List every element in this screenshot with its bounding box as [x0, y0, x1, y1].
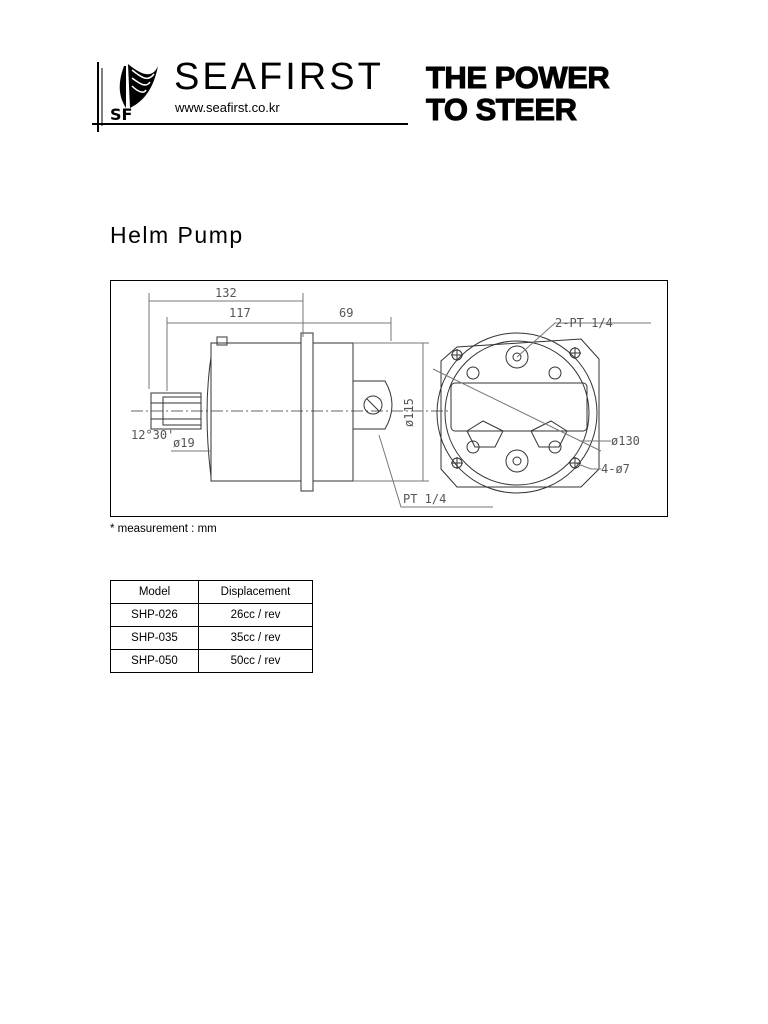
- dim-body-length: 117: [229, 306, 251, 320]
- label-port-top: 2-PT 1/4: [555, 316, 613, 330]
- dim-flange-diameter: ø130: [611, 434, 640, 448]
- brand-name: SEAFIRST: [174, 56, 384, 98]
- spec-table: [110, 580, 313, 673]
- table-row: [111, 650, 313, 673]
- dim-overall-length: 132: [215, 286, 237, 300]
- label-port-side: PT 1/4: [403, 492, 447, 506]
- slogan: [426, 62, 609, 126]
- dim-shaft-diameter: ø19: [173, 436, 195, 450]
- table-header-row: [111, 581, 313, 604]
- logo-initials: SF: [110, 105, 133, 124]
- dim-mount-holes: 4-ø7: [601, 462, 630, 476]
- header-displacement: Displacement: [199, 581, 313, 604]
- website-url: www.seafirst.co.kr: [175, 100, 280, 115]
- table-row: [111, 604, 313, 627]
- helm-pump-drawing: [111, 281, 669, 518]
- cell-model: SHP-050: [111, 650, 199, 673]
- slogan-line-2: TO STEER: [426, 92, 577, 127]
- cell-model: SHP-026: [111, 604, 199, 627]
- technical-drawing: [110, 280, 668, 517]
- cell-model: SHP-035: [111, 627, 199, 650]
- cell-displacement: 35cc / rev: [199, 627, 313, 650]
- dim-body-diameter: ø115: [402, 398, 416, 427]
- page-title: Helm Pump: [110, 222, 244, 248]
- cell-displacement: 26cc / rev: [199, 604, 313, 627]
- table-row: [111, 627, 313, 650]
- header-model: Model: [111, 581, 199, 604]
- measurement-note: * measurement : mm: [110, 523, 217, 535]
- dim-tilt-angle: 12°30': [131, 428, 175, 442]
- dim-rear-length: 69: [339, 306, 354, 320]
- cell-displacement: 50cc / rev: [199, 650, 313, 673]
- slogan-line-1: THE POWER: [426, 60, 610, 95]
